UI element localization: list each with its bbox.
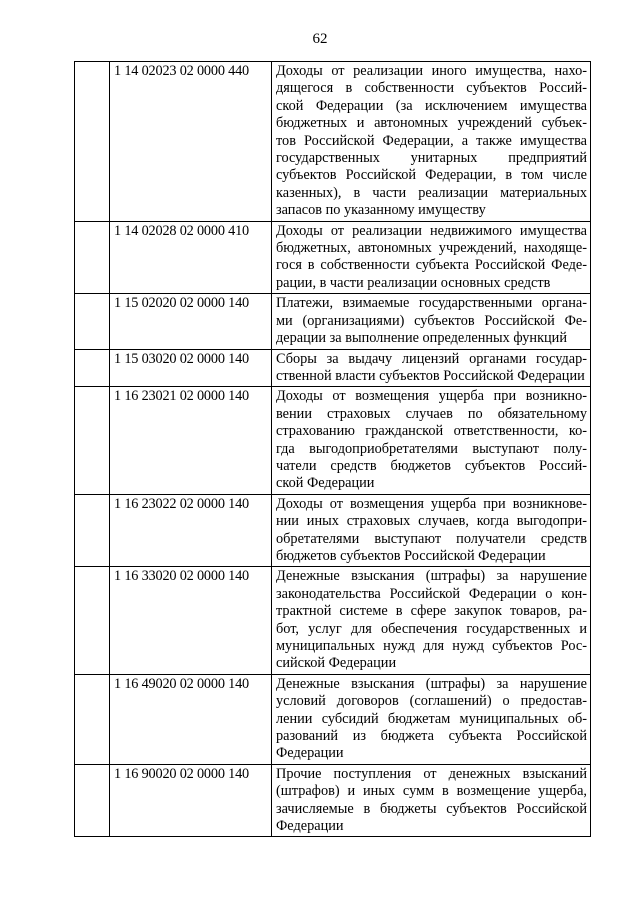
description-line: Доходы от возмещения ущерба при возникно- bbox=[276, 388, 587, 405]
budget-code-cell: 1 16 90020 02 0000 140 bbox=[110, 764, 272, 837]
budget-code-cell: 1 14 02023 02 0000 440 bbox=[110, 62, 272, 222]
table-row bbox=[75, 494, 591, 567]
table-row bbox=[75, 349, 591, 387]
revenue-description-cell bbox=[272, 221, 591, 294]
description-line: Сборы за выдачу лицензий органами государ- bbox=[276, 350, 587, 367]
description-line: Федерации bbox=[276, 818, 344, 835]
description-line: дерации за выполнение определенных функций bbox=[276, 330, 567, 347]
description-line: Денежные взыскания (штрафы) за нарушение bbox=[276, 675, 587, 692]
budget-code-cell: 1 16 49020 02 0000 140 bbox=[110, 674, 272, 764]
description-line: (штрафов) и иных сумм в возмещение ущерба, bbox=[276, 783, 587, 800]
revenue-description-cell bbox=[272, 674, 591, 764]
description-line: чатели средств бюджетов субъектов Россий- bbox=[276, 457, 587, 474]
empty-cell bbox=[75, 62, 110, 222]
description-line: бюджетных, автономных учреждений, находяще- bbox=[276, 240, 587, 257]
revenue-description-cell bbox=[272, 567, 591, 674]
description-line: сийской Федерации bbox=[276, 655, 397, 672]
budget-code-cell: 1 14 02028 02 0000 410 bbox=[110, 221, 272, 294]
description-line: дящегося в собственности субъектов Россий- bbox=[276, 80, 587, 97]
empty-cell bbox=[75, 294, 110, 349]
table-row bbox=[75, 62, 591, 222]
table-row bbox=[75, 294, 591, 349]
revenue-description-cell bbox=[272, 294, 591, 349]
description-line: законодательства Российской Федерации о кон- bbox=[276, 585, 587, 602]
description-line: тов Российской Федерации, а также имущества bbox=[276, 132, 587, 149]
description-line: гося в собственности субъекта Российской Феде- bbox=[276, 257, 587, 274]
description-line: обретателями выступают получатели средств bbox=[276, 530, 587, 547]
description-line: нии иных страховых случаев, когда выгодопри- bbox=[276, 513, 587, 530]
description-line: Прочие поступления от денежных взысканий bbox=[276, 765, 587, 782]
description-line: Доходы от реализации иного имущества, нахо- bbox=[276, 63, 587, 79]
description-line: муниципальных нужд для нужд субъектов Рос- bbox=[276, 638, 587, 654]
description-line: Доходы от возмещения ущерба при возникнове- bbox=[276, 495, 587, 512]
table-row bbox=[75, 674, 591, 764]
description-line: зачисляемые в бюджеты субъектов Российской bbox=[276, 800, 587, 817]
description-line: государственных унитарных предприятий bbox=[276, 150, 587, 167]
empty-cell bbox=[75, 494, 110, 567]
revenue-description-cell bbox=[272, 387, 591, 494]
description-line: Платежи, взимаемые государственными органа- bbox=[276, 295, 587, 312]
empty-cell bbox=[75, 567, 110, 674]
budget-codes-table bbox=[74, 61, 591, 837]
description-line: ственной власти субъектов Российской Федерации bbox=[276, 367, 585, 384]
description-line: гда выгодоприобретателями выступают полу- bbox=[276, 440, 587, 457]
description-line: бюджетов субъектов Российской Федерации bbox=[276, 547, 546, 564]
empty-cell bbox=[75, 387, 110, 494]
empty-cell bbox=[75, 221, 110, 294]
empty-cell bbox=[75, 349, 110, 387]
description-line: ской Федерации (за исключением имущества bbox=[276, 97, 587, 114]
revenue-description-cell bbox=[272, 764, 591, 837]
table-row bbox=[75, 764, 591, 837]
revenue-description-cell bbox=[272, 349, 591, 387]
empty-cell bbox=[75, 764, 110, 837]
description-line: трактной системе в сфере закупок товаров, ра- bbox=[276, 603, 587, 620]
description-line: рации, в части реализации основных средств bbox=[276, 274, 551, 291]
budget-code-cell: 1 15 03020 02 0000 140 bbox=[110, 349, 272, 387]
description-line: бюджетных и автономных учреждений субъек- bbox=[276, 115, 587, 132]
description-line: ми (организациями) субъектов Российской Фе- bbox=[276, 312, 587, 329]
revenue-description-cell bbox=[272, 494, 591, 567]
table-row bbox=[75, 567, 591, 674]
description-line: вении страховых случаев по обязательному bbox=[276, 405, 587, 422]
description-line: разований из бюджета субъекта Российской bbox=[276, 728, 587, 745]
description-line: запасов по указанному имуществу bbox=[276, 202, 486, 219]
budget-code-cell: 1 16 23022 02 0000 140 bbox=[110, 494, 272, 567]
budget-code-cell: 1 16 33020 02 0000 140 bbox=[110, 567, 272, 674]
page-number: 62 bbox=[312, 31, 328, 47]
description-line: Федерации bbox=[276, 745, 344, 762]
description-line: Денежные взыскания (штрафы) за нарушение bbox=[276, 568, 587, 585]
description-line: страхованию гражданской ответственности, ко- bbox=[276, 423, 587, 440]
table-row bbox=[75, 221, 591, 294]
description-line: ской Федерации bbox=[276, 475, 375, 492]
revenue-description-cell bbox=[272, 62, 591, 222]
description-line: лении субсидий бюджетам муниципальных об- bbox=[276, 710, 587, 727]
budget-code-cell: 1 15 02020 02 0000 140 bbox=[110, 294, 272, 349]
description-line: казенных), в части реализации материальных bbox=[276, 184, 587, 201]
description-line: субъектов Российской Федерации, в том числе bbox=[276, 167, 587, 184]
description-line: Доходы от реализации недвижимого имущества bbox=[276, 222, 587, 239]
table-row bbox=[75, 387, 591, 494]
description-line: бот, услуг для обеспечения государственных и bbox=[276, 620, 587, 637]
table-body bbox=[75, 62, 591, 837]
budget-code-cell: 1 16 23021 02 0000 140 bbox=[110, 387, 272, 494]
empty-cell bbox=[75, 674, 110, 764]
description-line: условий договоров (соглашений) о предостав- bbox=[276, 693, 587, 710]
